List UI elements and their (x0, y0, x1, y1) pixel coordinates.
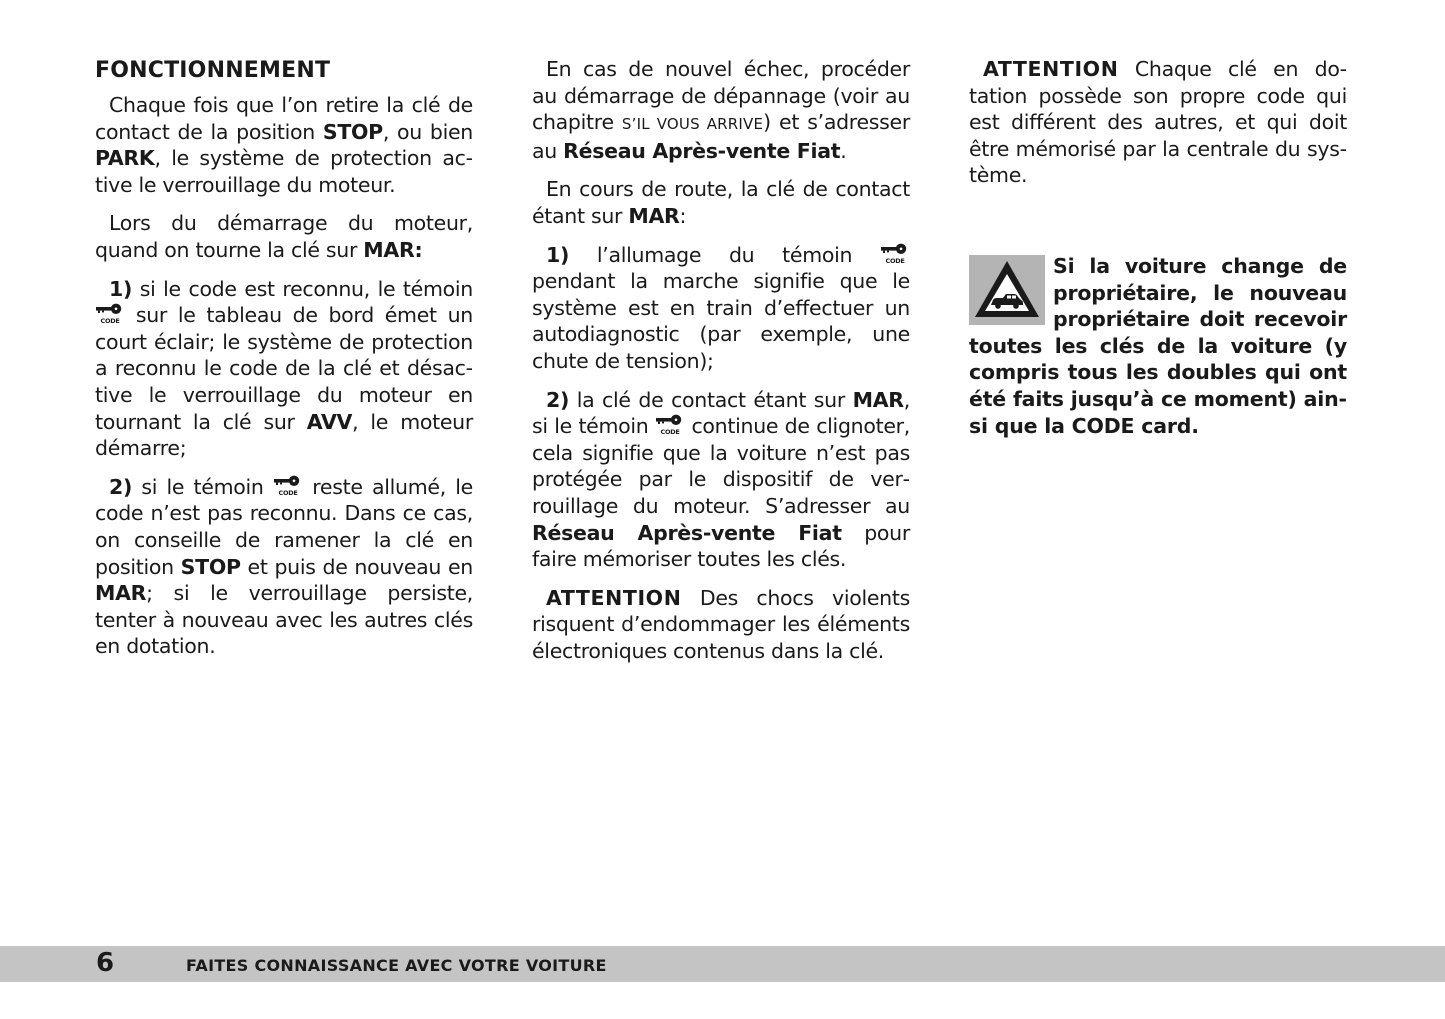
column-2 (532, 56, 910, 676)
paragraph-attention: ATTENTION Chaque clé en dotation possède son propre code qui est différent des autres, et qui doit être mémorisé par la centrale du système. (969, 57, 1347, 188)
paragraph-attention: ATTENTION Des chocs violents risquent d’endommager les éléments électroniques contenus dans la clé. (532, 585, 910, 663)
warning-note (969, 253, 1347, 439)
svg-text:CODE: CODE (885, 256, 905, 265)
warning-text: Si la voiture change de propriétaire, le nouveau propriétaire doit recevoir toutes les clés de la voiture (y compris tous les doubles qui ont été faits jusqu’à ce moment) ainsi que la CODE card. (969, 253, 1347, 438)
section-heading: FONCTIONNEMENT (95, 58, 331, 83)
paragraph-failure: En cas de nouvel échec, procéder au démarrage de dépannage (voir au chapitre S’IL VOUS ARRIVE) et s’adresser au Réseau Après-vente Fiat. (532, 57, 910, 163)
svg-text:CODE: CODE (278, 488, 298, 497)
code-key-icon (273, 475, 303, 497)
svg-text:CODE: CODE (100, 317, 120, 326)
column-3 (969, 56, 1347, 439)
paragraph-item-1: 1) l’allumage du témoin CODE pendant la marche signifie que le système est en train d’effectuer un autodiagnostic (par exemple, une chute de tension); (532, 242, 910, 373)
chapter-title: FAITES CONNAISSANCE AVEC VOTRE VOITURE (186, 956, 607, 975)
paragraph-item-2: 2) si le témoin CODE reste allumé, le code n’est pas reconnu. Dans ce cas, on conseille de ramener la clé en position STOP et puis de nouveau en MAR; si le verrouillage persiste, tenter à nouveau avec les autres clés en dotation. (95, 474, 473, 659)
paragraph-intro: Chaque fois que l’on retire la clé de contact de la position STOP, ou bien PARK, le système de protection active le verrouillage du moteur. (95, 93, 473, 197)
svg-text:CODE: CODE (660, 428, 680, 437)
code-key-icon (655, 414, 685, 436)
paragraph-item-1: 1) si le code est reconnu, le témoin CODE sur le tableau de bord émet un court éclair; le système de protection a reconnu le code de la clé et désactive le verrouillage du moteur en tournant la clé sur AVV, le moteur démarre; (95, 276, 474, 461)
warning-car-icon (969, 255, 1045, 325)
paragraph-item-2: 2) la clé de contact étant sur MAR, si le témoin CODE continue de clignoter, cela signifie que la voiture n’est pas protégée par le dispositif de verrouillage du moteur. S’adresser au Réseau Après-vente Fiat pour faire mémoriser toutes les clés. (532, 387, 910, 572)
page-number: 6 (96, 948, 115, 978)
code-key-icon (95, 303, 125, 325)
code-key-icon (880, 243, 910, 265)
column-1 (95, 56, 473, 672)
paragraph-driving: En cours de route, la clé de contact étant sur MAR: (532, 177, 910, 228)
paragraph-start: Lors du démarrage du moteur, quand on tourne la clé sur MAR: (95, 211, 473, 262)
